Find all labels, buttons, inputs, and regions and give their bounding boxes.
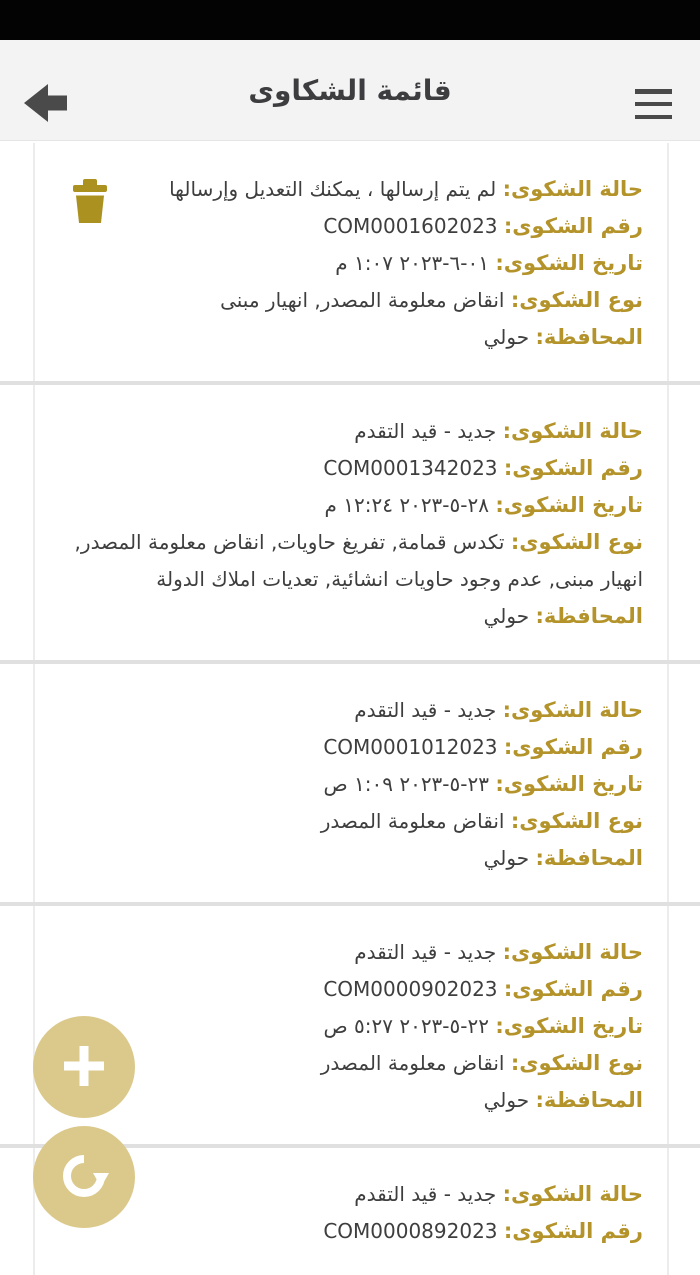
field-value: حولي [483,604,530,628]
complaint-field-type [59,1045,643,1082]
field-label: المحافظة: [535,1088,643,1112]
field-label: حالة الشكوى: [502,940,643,964]
back-arrow-icon [24,83,68,126]
status-bar [0,0,700,40]
menu-button[interactable] [634,88,674,120]
field-label: حالة الشكوى: [502,177,643,201]
hamburger-icon [635,89,672,94]
field-label: رقم الشكوى: [503,214,643,238]
field-value: لم يتم إرسالها ، يمكنك التعديل وإرسالها [169,177,497,201]
back-button[interactable] [24,82,74,126]
field-value: انقاض معلومة المصدر [320,1051,505,1075]
field-label: تاريخ الشكوى: [495,493,643,517]
field-value: COM0001342023 [323,456,498,480]
complaint-field-governorate [59,840,643,877]
field-label: رقم الشكوى: [503,1219,643,1243]
complaint-field-governorate [59,1082,643,1119]
field-value: انقاض معلومة المصدر, انهيار مبنى [220,288,505,312]
complaint-card[interactable] [33,906,669,1144]
delete-button[interactable] [67,177,113,227]
field-value: COM0000892023 [323,1219,498,1243]
field-label: حالة الشكوى: [502,1182,643,1206]
field-label: تاريخ الشكوى: [495,1014,643,1038]
complaint-field-status [59,413,643,450]
field-value: جديد - قيد التقدم [354,419,497,443]
complaint-field-status [59,934,643,971]
field-label: رقم الشكوى: [503,735,643,759]
field-value: حولي [483,1088,530,1112]
field-label: المحافظة: [535,325,643,349]
refresh-icon [58,1150,110,1205]
field-value: انقاض معلومة المصدر [320,809,505,833]
field-value: COM0000902023 [323,977,498,1001]
complaint-field-governorate [59,319,643,356]
field-label: رقم الشكوى: [503,456,643,480]
complaint-field-status [59,1176,643,1213]
complaint-field-type [59,282,643,319]
complaint-field-governorate [59,598,643,635]
refresh-button[interactable] [33,1126,135,1228]
complaint-field-type [59,803,643,840]
complaint-field-date [59,487,643,524]
field-label: نوع الشكوى: [510,288,643,312]
field-value: ٠١-٦-٢٠٢٣ ١:٠٧ م [335,251,489,275]
complaint-field-number [59,971,643,1008]
field-value: حولي [483,325,530,349]
field-value: ٢٢-٥-٢٠٢٣ ٥:٢٧ ص [323,1014,489,1038]
complaint-field-number [59,208,643,245]
field-value: COM0001012023 [323,735,498,759]
complaint-field-date [59,245,643,282]
field-label: نوع الشكوى: [510,1051,643,1075]
complaint-card[interactable] [33,143,669,381]
field-value: تكدس قمامة, تفريغ حاويات, انقاض معلومة المصدر, انهيار مبنى, عدم وجود حاويات انشائية, تعديات املاك الدولة [74,530,643,591]
complaint-field-type [59,524,643,598]
complaint-field-date [59,1008,643,1045]
page-title: قائمة الشكاوى [248,73,452,107]
complaint-field-number [59,450,643,487]
field-label: المحافظة: [535,846,643,870]
complaint-card[interactable] [33,385,669,660]
complaint-field-date [59,766,643,803]
complaint-field-number [59,1213,643,1250]
complaint-card[interactable] [33,664,669,902]
field-value: ٢٣-٥-٢٠٢٣ ١:٠٩ ص [323,772,489,796]
trash-icon [72,179,108,226]
field-value: ٢٨-٥-٢٠٢٣ ١٢:٢٤ م [324,493,489,517]
field-label: تاريخ الشكوى: [495,251,643,275]
complaint-field-number [59,729,643,766]
field-label: نوع الشكوى: [510,809,643,833]
field-label: تاريخ الشكوى: [495,772,643,796]
complaint-field-status [59,692,643,729]
field-label: حالة الشكوى: [502,698,643,722]
field-label: رقم الشكوى: [503,977,643,1001]
field-value: جديد - قيد التقدم [354,1182,497,1206]
field-label: نوع الشكوى: [510,530,643,554]
field-value: حولي [483,846,530,870]
field-value: COM0001602023 [323,214,498,238]
field-value: جديد - قيد التقدم [354,698,497,722]
field-label: المحافظة: [535,604,643,628]
complaint-field-status [59,171,643,208]
field-value: جديد - قيد التقدم [354,940,497,964]
add-complaint-button[interactable] [33,1016,135,1118]
app-header [0,40,700,141]
field-label: حالة الشكوى: [502,419,643,443]
plus-icon [61,1043,107,1092]
